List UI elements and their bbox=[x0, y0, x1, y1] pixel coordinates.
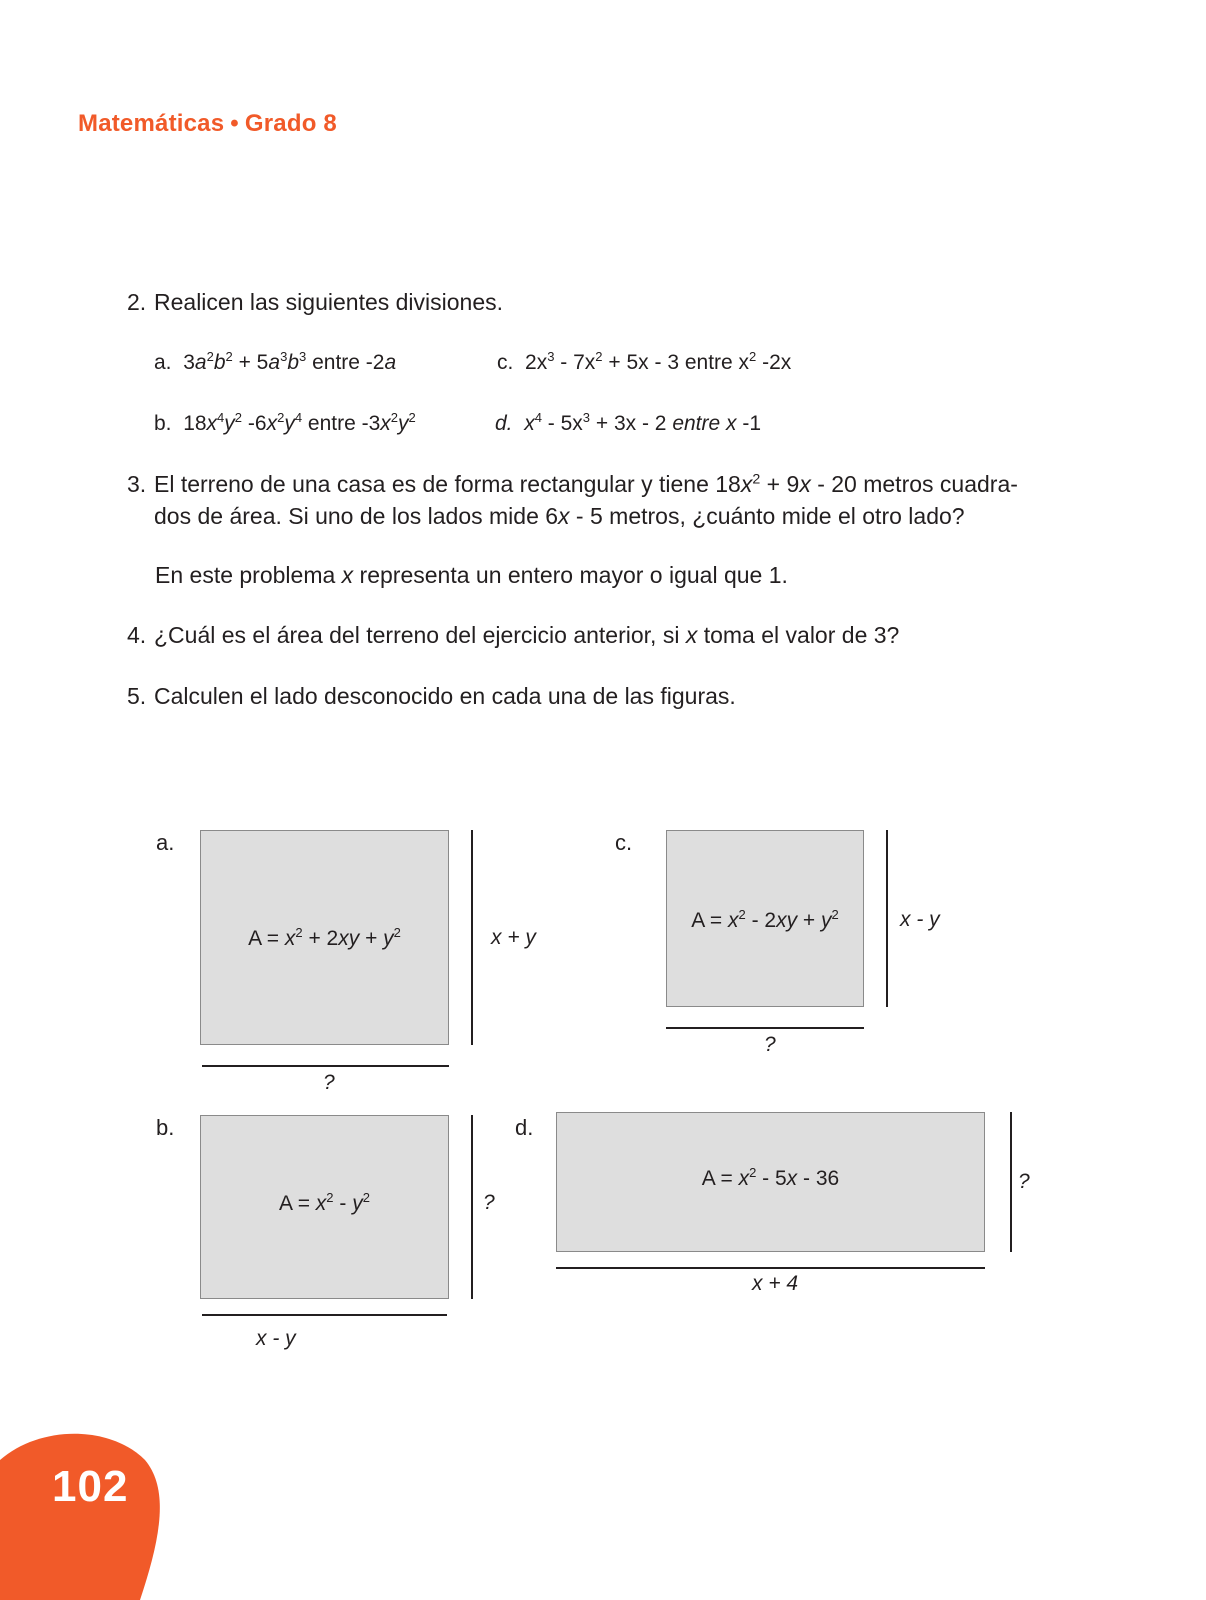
expr-exp: 2 bbox=[595, 349, 603, 364]
figure-c-bottom-label bbox=[764, 1033, 776, 1057]
division-b bbox=[154, 410, 416, 438]
expr-var: x bbox=[740, 471, 753, 497]
figure-a-bottom-label bbox=[323, 1071, 335, 1095]
question-number: 4. bbox=[127, 622, 147, 648]
expr-part: entre -2 bbox=[306, 351, 385, 374]
expr-exp: 4 bbox=[217, 410, 225, 425]
text-part: En este problema bbox=[155, 562, 342, 588]
expr-var: a bbox=[268, 351, 281, 374]
expr-part: x - y bbox=[900, 908, 940, 931]
figure-b-area bbox=[201, 1192, 448, 1216]
expr-var: y bbox=[352, 1192, 363, 1215]
expr-part: x - y bbox=[256, 1327, 296, 1350]
figure-d-side-label bbox=[1018, 1170, 1030, 1194]
expr-part: 3 bbox=[183, 351, 195, 374]
expr-part: entre x bbox=[672, 412, 737, 435]
question-text: Realicen las siguientes divisiones. bbox=[154, 289, 504, 315]
expr-var: y bbox=[398, 412, 409, 435]
expr-var: b bbox=[213, 351, 226, 374]
figure-c-area bbox=[667, 909, 863, 933]
figure-c-bottom-line bbox=[666, 1027, 864, 1029]
expr-exp: 2 bbox=[234, 410, 243, 425]
expr-part: 18 bbox=[183, 412, 207, 435]
expr-part: x + y bbox=[491, 926, 536, 949]
expr-part: - 5x bbox=[541, 412, 583, 435]
expr-part: x + 4 bbox=[752, 1272, 799, 1295]
question-number: 3. bbox=[127, 471, 147, 497]
item-label: d. bbox=[495, 412, 513, 435]
expr-var: x bbox=[786, 1167, 798, 1190]
text-part: + 9 bbox=[760, 471, 800, 497]
expr-part: - 2 bbox=[745, 909, 777, 932]
figure-b-bottom-line bbox=[202, 1314, 447, 1316]
expr-var: x bbox=[524, 412, 535, 435]
question-text bbox=[154, 619, 899, 651]
figure-b-label: b. bbox=[156, 1115, 175, 1140]
expr-exp: 2 bbox=[295, 925, 303, 940]
expr-part: + 2 bbox=[302, 927, 339, 950]
item-label: c. bbox=[497, 351, 514, 374]
expr-var: x bbox=[685, 622, 698, 648]
question-4 bbox=[127, 619, 899, 651]
expr-exp: 2 bbox=[749, 1165, 757, 1180]
expr-part: + 3x - 2 bbox=[590, 412, 673, 435]
figure-a-rectangle bbox=[200, 830, 449, 1045]
question-2 bbox=[127, 286, 503, 318]
expr-var: y bbox=[284, 412, 295, 435]
question-text bbox=[154, 468, 1018, 532]
expr-exp: 4 bbox=[294, 410, 303, 425]
text-part: ¿Cuál es el área del terreno del ejercicio anterior, si bbox=[154, 622, 686, 648]
expr-var: x bbox=[341, 562, 354, 588]
expr-exp: 2 bbox=[277, 410, 285, 425]
expr-exp: 3 bbox=[547, 349, 555, 364]
figure-a-area bbox=[201, 927, 448, 951]
expr-part: -1 bbox=[736, 412, 762, 435]
expr-part: - 36 bbox=[797, 1167, 840, 1190]
expr-part: -2x bbox=[756, 351, 792, 374]
figure-c-side-label bbox=[900, 908, 940, 932]
figure-a-bottom-line bbox=[202, 1065, 449, 1067]
expr-var: xy bbox=[338, 927, 360, 950]
figure-c-rectangle bbox=[666, 830, 864, 1007]
grade-title: Grado 8 bbox=[244, 110, 337, 137]
expr-part: + 5x - 3 entre x bbox=[602, 351, 750, 374]
text-part: El terreno de una casa es de forma rectangular y tiene 18 bbox=[154, 471, 741, 497]
expr-part: + 5 bbox=[232, 351, 269, 374]
question-number: 2. bbox=[127, 289, 147, 315]
expr-part: ? bbox=[483, 1191, 495, 1214]
expr-exp: 3 bbox=[299, 349, 307, 364]
question-text: Calculen el lado desconocido en cada una de las figuras. bbox=[154, 683, 736, 709]
expr-exp: 2 bbox=[390, 410, 399, 425]
figure-b-side-label bbox=[483, 1191, 495, 1215]
figure-d-label: d. bbox=[515, 1115, 534, 1140]
expr-exp: 2 bbox=[362, 1190, 370, 1205]
expr-part: A = bbox=[248, 927, 285, 950]
text-part: representa un entero mayor o igual que 1. bbox=[353, 562, 788, 588]
division-c bbox=[497, 349, 791, 377]
expr-part: - bbox=[333, 1192, 353, 1215]
expr-exp: 3 bbox=[582, 410, 591, 425]
expr-var: x bbox=[738, 1167, 750, 1190]
expr-exp: 4 bbox=[534, 410, 542, 425]
figure-d-side-line bbox=[1010, 1112, 1012, 1252]
expr-var: x bbox=[266, 412, 278, 435]
expr-part: A = bbox=[691, 909, 728, 932]
expr-exp: 2 bbox=[831, 907, 839, 922]
expr-var: x bbox=[206, 412, 218, 435]
expr-var: y bbox=[224, 412, 235, 435]
page-number-blob bbox=[0, 1430, 170, 1600]
expr-var: x bbox=[380, 412, 391, 435]
figure-a-label: a. bbox=[156, 830, 175, 855]
text-part: dos de área. Si uno de los lados mide 6 bbox=[154, 503, 559, 529]
expr-part: - 7x bbox=[554, 351, 596, 374]
figure-c-side-line bbox=[886, 830, 888, 1007]
question-5 bbox=[127, 680, 736, 712]
figure-a-side-label bbox=[491, 926, 536, 950]
expr-part: + bbox=[359, 927, 384, 950]
expr-var: x bbox=[558, 503, 570, 529]
expr-part: -6 bbox=[242, 412, 267, 435]
figure-d-rectangle bbox=[556, 1112, 985, 1252]
expr-var: a bbox=[384, 351, 397, 374]
expr-exp: 3 bbox=[280, 349, 288, 364]
text-part: - 20 metros cuadra- bbox=[810, 471, 1018, 497]
expr-exp: 2 bbox=[326, 1190, 334, 1205]
expr-exp: 2 bbox=[393, 925, 401, 940]
expr-exp: 2 bbox=[752, 471, 761, 488]
expr-exp: 2 bbox=[749, 349, 757, 364]
item-label: b. bbox=[154, 412, 172, 435]
page-number: 102 bbox=[52, 1462, 129, 1511]
figure-d-area bbox=[557, 1167, 984, 1191]
expr-var: y bbox=[821, 909, 832, 932]
expr-exp: 2 bbox=[206, 349, 214, 364]
text-part: toma el valor de 3? bbox=[697, 622, 900, 648]
expr-part: A = bbox=[279, 1192, 316, 1215]
expr-exp: 2 bbox=[738, 907, 746, 922]
figure-b-side-line bbox=[471, 1115, 473, 1299]
expr-var: a bbox=[194, 351, 207, 374]
subject-title: Matemáticas bbox=[78, 110, 225, 137]
expr-part: A = bbox=[701, 1167, 739, 1190]
expr-var: x bbox=[315, 1192, 327, 1215]
expr-var: x bbox=[799, 471, 811, 497]
figure-d-bottom-line bbox=[556, 1267, 985, 1269]
expr-part: ? bbox=[764, 1033, 776, 1056]
expr-part: ? bbox=[1018, 1170, 1030, 1193]
expr-var: x bbox=[284, 927, 296, 950]
expr-part: entre -3 bbox=[302, 412, 381, 435]
expr-var: y bbox=[383, 927, 394, 950]
text-part: - 5 metros, ¿cuánto mide el otro lado? bbox=[569, 503, 965, 529]
expr-exp: 2 bbox=[408, 410, 416, 425]
figure-a-side-line bbox=[471, 830, 473, 1045]
figure-b-bottom-label bbox=[256, 1327, 296, 1351]
page-header bbox=[78, 110, 337, 138]
expr-part: - 5 bbox=[756, 1167, 787, 1190]
question-3 bbox=[127, 468, 1018, 532]
division-d bbox=[495, 410, 761, 438]
expr-var: b bbox=[287, 351, 299, 374]
question-number: 5. bbox=[127, 683, 147, 709]
item-label: a. bbox=[154, 351, 172, 374]
figure-d-bottom-label bbox=[752, 1272, 798, 1296]
question-3-note bbox=[155, 559, 788, 591]
expr-exp: 2 bbox=[225, 349, 233, 364]
figure-c-label: c. bbox=[615, 830, 633, 855]
expr-part: 2x bbox=[525, 351, 548, 374]
header-separator: • bbox=[230, 110, 239, 137]
expr-part: + bbox=[797, 909, 822, 932]
expr-var: x bbox=[728, 909, 739, 932]
expr-part: ? bbox=[323, 1071, 335, 1094]
division-a bbox=[154, 349, 396, 377]
figure-b-rectangle bbox=[200, 1115, 449, 1299]
expr-var: xy bbox=[776, 909, 798, 932]
